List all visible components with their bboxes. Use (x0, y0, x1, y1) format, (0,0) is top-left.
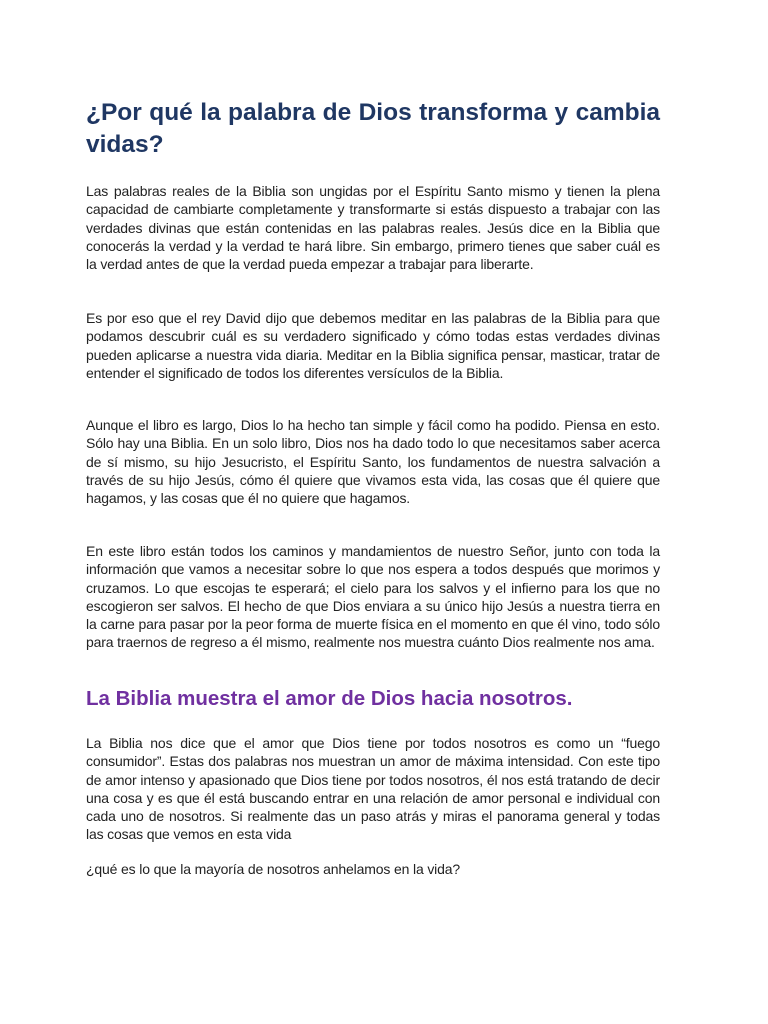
section-paragraph: La Biblia nos dice que el amor que Dios tiene por todos nosotros es como un “fuego consumidor”. Estas dos palabras nos muestran un amor de máxima intensidad. Con este tipo de amor intenso y apasionado que Dios tiene por todos nosotros, él nos está tratando de decir una cosa y es que él está buscando entrar en una relación de amor personal e individual con cada uno de nosotros. Si realmente das un paso atrás y miras el panorama general y todas las cosas que vemos en esta vida (86, 735, 660, 843)
closing-question: ¿qué es lo que la mayoría de nosotros anhelamos en la vida? (86, 861, 461, 877)
section-heading: La Biblia muestra el amor de Dios hacia nosotros. (86, 687, 573, 710)
body-paragraph: Aunque el libro es largo, Dios lo ha hecho tan simple y fácil como ha podido. Piensa en esto. Sólo hay una Biblia. En un solo libro, Dios nos ha dado todo lo que necesitamos saber acerca de sí mismo, su hijo Jesucristo, el Espíritu Santo, los fundamentos de nuestra salvación a través de su hijo Jesús, cómo él quiere que vivamos esta vida, las cosas que él quiere que hagamos, y las cosas que él no quiere que hagamos. (86, 417, 660, 507)
body-paragraph: Es por eso que el rey David dijo que debemos meditar en las palabras de la Biblia para que podamos descubrir cuál es su verdadero significado y cómo todas estas verdades divinas pueden aplicarse a nuestra vida diaria. Meditar en la Biblia significa pensar, masticar, tratar de entender el significado de todos los diferentes versículos de la Biblia. (86, 310, 660, 381)
body-paragraph: Las palabras reales de la Biblia son ungidas por el Espíritu Santo mismo y tienen la plena capacidad de cambiarte completamente y transformarte si estás dispuesto a trabajar con las verdades divinas que están contenidas en las palabras reales. Jesús dice en la Biblia que conocerás la verdad y la verdad te hará libre. Sin embargo, primero tienes que saber cuál es la verdad antes de que la verdad pueda empezar a trabajar para liberarte. (86, 183, 660, 273)
page-title: ¿Por qué la palabra de Dios transforma y cambia vidas? (86, 99, 660, 158)
body-paragraph: En este libro están todos los caminos y mandamientos de nuestro Señor, junto con toda la información que vamos a necesitar sobre lo que nos espera a todos después que morimos y cruzamos. Lo que escojas te esperará; el cielo para los salvos y el infierno para los que no escogieron ser salvos. El hecho de que Dios enviara a su único hijo Jesús a nuestra tierra en la carne para pasar por la peor forma de muerte física en el momento en que él vino, todo sólo para traernos de regreso a él mismo, realmente nos muestra cuánto Dios realmente nos ama. (86, 543, 660, 651)
